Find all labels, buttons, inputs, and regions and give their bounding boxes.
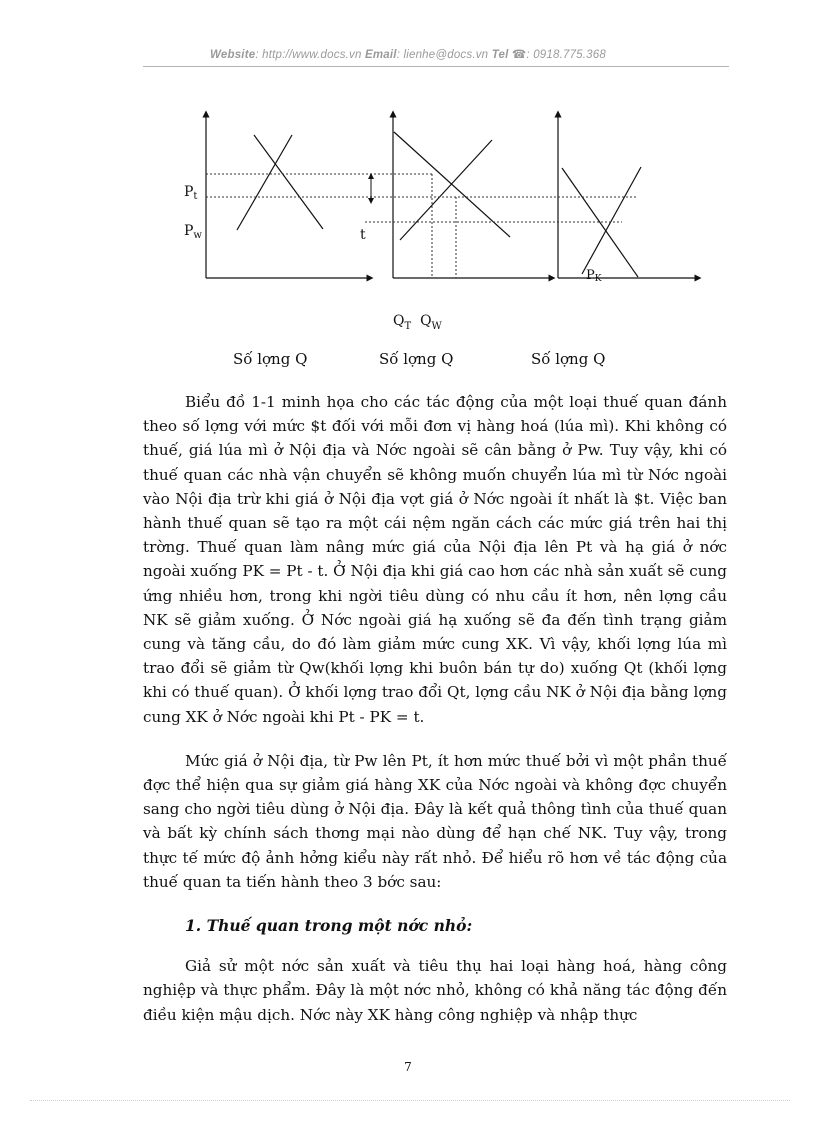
email-value: : lienhe@docs.vn <box>396 49 489 61</box>
section-heading: 1. Thuế quan trong một nớc nhỏ: <box>185 916 473 936</box>
email-label: Email <box>365 49 397 61</box>
label-pt: $P_t$ <box>184 184 198 202</box>
tel-label: Tel <box>491 49 509 61</box>
label-pk: PK <box>586 268 602 284</box>
tel-value: : 0918.775.368 <box>526 49 606 61</box>
label-t: t <box>360 227 366 243</box>
quantity-labels <box>393 313 442 332</box>
footer-divider <box>30 1100 790 1101</box>
page-number: 7 <box>404 1060 412 1074</box>
x-axis-caption-1: Số lợng Q <box>233 350 308 368</box>
website-label: Website <box>210 49 256 61</box>
page-header <box>0 47 816 61</box>
document-body <box>143 390 727 1027</box>
header-divider <box>143 66 729 67</box>
panel2-supply-curve <box>400 140 492 240</box>
website-value: : http://www.docs.vn <box>255 49 362 61</box>
label-qw: $Q_W$ <box>420 313 442 332</box>
label-pw: $P_w$ <box>184 223 202 241</box>
panel2-demand-curve <box>394 132 510 237</box>
paragraph-2: Mức giá ở Nội địa, từ Pw lên Pt, ít hơn mức thuế bởi vì một phần thuế đợc thể hiện qua sự giảm giá hàng XK của Nớc ngoài và không đợc chuyển sang cho ngời tiêu dùng ở Nội địa. Đây là kết quả thông tình của thuế quan và bất kỳ chính sách thơng mại nào dùng để hạn chế NK. Tuy vậy, trong thực tế mức độ ảnh hởng kiểu này rất nhỏ. Để hiểu rõ hơn về tác động của thuế quan ta tiến hành theo 3 bớc sau: <box>143 751 727 891</box>
paragraph-3: Giả sử một nớc sản xuất và tiêu thụ hai loại hàng hoá, hàng công nghiệp và thực phẩm. Đây là một nớc nhỏ, không có khả năng tác động đến điều kiện mậu dịch. Nớc này XK hàng công nghiệp và nhập thực <box>143 957 727 1024</box>
x-axis-caption-3: Số lợng Q <box>531 350 606 368</box>
tariff-diagram <box>170 102 710 312</box>
x-axis-caption-2: Số lợng Q <box>379 350 454 368</box>
label-qt: $Q_T$ <box>393 313 412 332</box>
panel3-supply-curve <box>582 167 641 274</box>
paragraph-1: Biểu đồ 1-1 minh họa cho các tác động của một loại thuế quan đánh theo số lợng với mức $t đối với mỗi đơn vị hàng hoá (lúa mì). Khi không có thuế, giá lúa mì ở Nội địa và Nớc ngoài sẽ cân bằng ở Pw. Tuy vậy, khi có thuế quan các nhà vận chuyển sẽ không muốn chuyển lúa mì từ Nớc ngoài vào Nội địa trừ khi giá ở Nội địa vợt giá ở Nớc ngoài ít nhất là $t. Việc ban hành thuế quan sẽ tạo ra một cái nệm ngăn cách các mức giá trên hai thị trờng. Thuế quan làm nâng mức giá của Nội địa lên Pt và hạ giá ở nớc ngoài xuống PK = Pt - t. Ở Nội địa khi giá cao hơn các nhà sản xuất sẽ cung ứng nhiều hơn, trong khi ngời tiêu dùng có nhu cầu ít hơn, nên lợng cầu NK sẽ giảm xuống. Ở Nớc ngoài giá hạ xuống sẽ đa đến tình trạng giảm cung và tăng cầu, do đó làm giảm mức cung XK. Vì vậy, khối lợng lúa mì trao đổi sẽ giảm từ Qw(khối lợng khi buôn bán tự do) xuống Qt (khối lợng khi có thuế quan). Ở khối lợng trao đổi Qt, lợng cầu NK ở Nội địa bằng lợng cung XK ở Nớc ngoài khi Pt - PK = t. <box>143 393 728 726</box>
phone-icon: ☎ <box>511 49 527 61</box>
